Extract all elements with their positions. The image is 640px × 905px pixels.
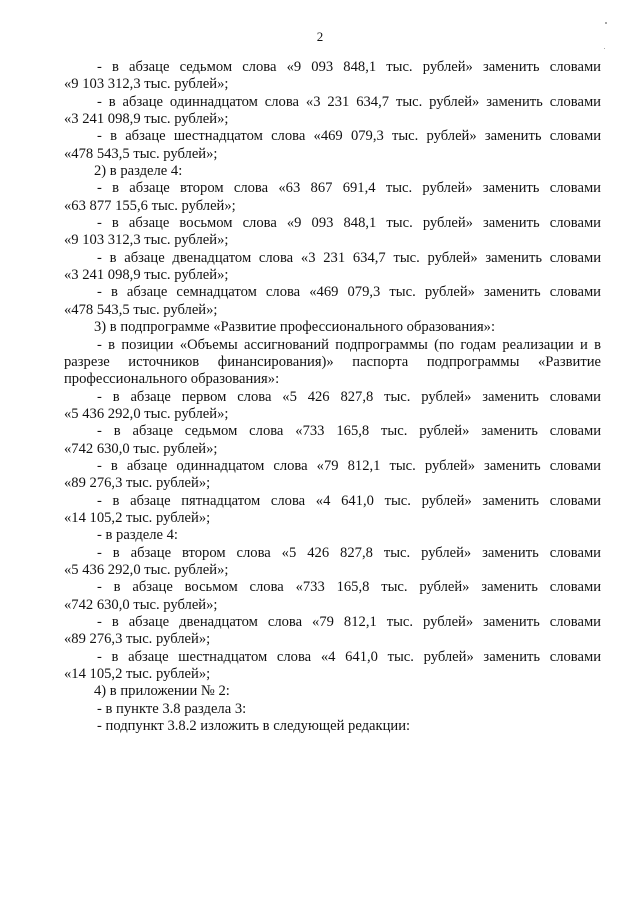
text-line: - подпункт 3.8.2 изложить в следующей редакции: (97, 718, 411, 735)
text-line: «89 276,3 тыс. рублей»; (64, 475, 211, 492)
text-line: - в абзаце двенадцатом слова «79 812,1 тыс. рублей» заменить словами (97, 614, 601, 630)
text-line: - в абзаце одиннадцатом слова «3 231 634,7 тыс. рублей» заменить словами (97, 93, 601, 110)
text-line: «9 103 312,3 тыс. рублей»; (64, 76, 229, 93)
text-line: 4) в приложении № 2: (94, 683, 230, 700)
text-line: «9 103 312,3 тыс. рублей»; (64, 232, 229, 249)
text-line: - в абзаце седьмом слова «9 093 848,1 тыс. рублей» заменить словами (97, 59, 601, 75)
text-line: - в абзаце восьмом слова «9 093 848,1 тыс. рублей» заменить словами (97, 215, 601, 232)
text-line: - в позиции «Объемы ассигнований подпрограммы (по годам реализации и в (97, 336, 601, 353)
text-line: - в абзаце втором слова «63 867 691,4 тыс. рублей» заменить словами (97, 180, 601, 197)
text-line: «3 241 098,9 тыс. рублей»; (64, 267, 229, 284)
text-line: - в абзаце двенадцатом слова «3 231 634,7 тыс. рублей» заменить словами (97, 249, 601, 266)
text-line: «742 630,0 тыс. рублей»; (64, 596, 218, 613)
scan-speck (604, 48, 605, 49)
text-line: профессионального образования»: (64, 371, 280, 388)
text-line: - в абзаце пятнадцатом слова «4 641,0 тыс. рублей» заменить словами (97, 492, 601, 509)
document-body (64, 59, 601, 735)
scan-speck (605, 22, 607, 24)
text-line: - в абзаце восьмом слова «733 165,8 тыс. рублей» заменить словами (97, 579, 601, 596)
text-line: - в абзаце шестнадцатом слова «469 079,3 тыс. рублей» заменить словами (97, 128, 601, 145)
text-line: 3) в подпрограмме «Развитие профессионального образования»: (94, 319, 496, 336)
text-line: - в абзаце седьмом слова «733 165,8 тыс. рублей» заменить словами (97, 423, 601, 440)
text-line: 2) в разделе 4: (94, 163, 183, 180)
text-line: «478 543,5 тыс. рублей»; (64, 145, 218, 162)
page-number: 2 (316, 29, 324, 44)
text-line: - в абзаце первом слова «5 426 827,8 тыс. рублей» заменить словами (97, 388, 601, 405)
text-line: «14 105,2 тыс. рублей»; (64, 509, 211, 526)
text-line: - в пункте 3.8 раздела 3: (97, 700, 247, 717)
text-line: - в абзаце одиннадцатом слова «79 812,1 тыс. рублей» заменить словами (97, 457, 601, 474)
text-line: - в абзаце семнадцатом слова «469 079,3 тыс. рублей» заменить словами (97, 284, 601, 301)
text-line: «63 877 155,6 тыс. рублей»; (64, 197, 236, 214)
text-line: «5 436 292,0 тыс. рублей»; (64, 561, 229, 578)
text-line: «742 630,0 тыс. рублей»; (64, 440, 218, 457)
text-line: - в абзаце втором слова «5 426 827,8 тыс. рублей» заменить словами (97, 544, 601, 561)
text-line: «3 241 098,9 тыс. рублей»; (64, 111, 229, 128)
text-line: «14 105,2 тыс. рублей»; (64, 666, 211, 683)
text-line: «89 276,3 тыс. рублей»; (64, 631, 211, 648)
text-line: - в абзаце шестнадцатом слова «4 641,0 тыс. рублей» заменить словами (97, 648, 601, 665)
text-line: «478 543,5 тыс. рублей»; (64, 301, 218, 318)
text-line: разрезе источников финансирования)» паспорта подпрограммы «Развитие (64, 353, 601, 370)
text-line: - в разделе 4: (97, 527, 178, 544)
text-line: «5 436 292,0 тыс. рублей»; (64, 405, 229, 422)
